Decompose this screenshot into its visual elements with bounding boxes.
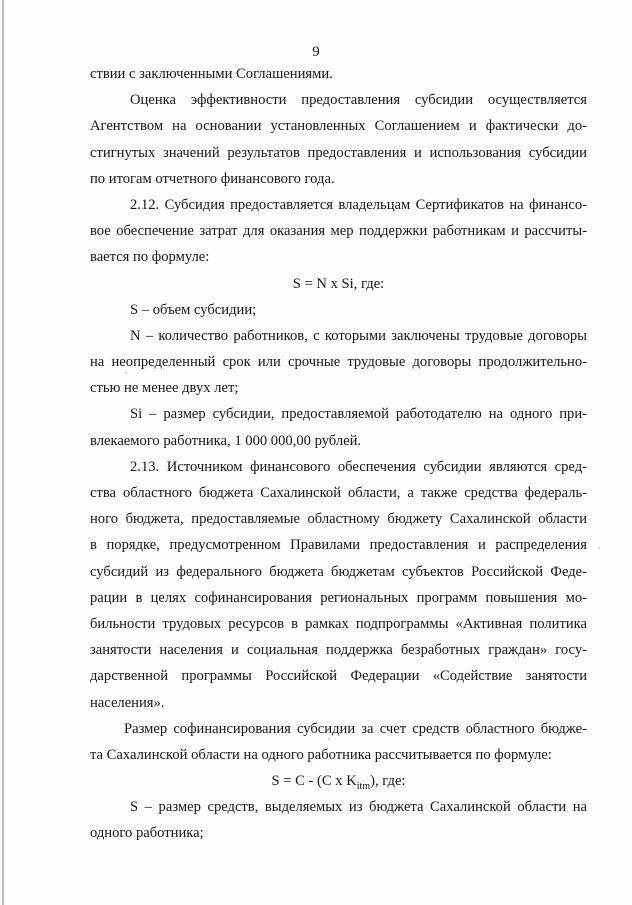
scan-speck [125,372,127,374]
text-line: ства областного бюджета Сахалинской области, а также средства федераль- [90,485,587,501]
scan-speck [328,738,330,740]
text-line: вается по формуле: [90,249,210,266]
document-body [90,61,587,847]
formula-tail: ), где: [370,773,406,790]
text-line: одного работника; [90,825,204,842]
text-line: Оценка эффективности предоставления субсидии осуществляется [130,92,587,109]
page-number: 9 [312,44,320,60]
text-line: дарственной программы Российской Федерации «Содействие занятости [90,668,587,685]
text-line: 2.12. Субсидия предоставляется владельцам Сертификатов на финансо- [130,196,587,213]
text-line: по итогам отчетного финансового года. [90,170,335,187]
text-line: влекаемого работника, 1 000 000,00 рублей. [90,432,362,449]
text-line: в порядке, предусмотренном Правилами предоставления и распределения [90,537,587,554]
text-line: та Сахалинской области на одного работника рассчитывается по формуле: [90,746,552,763]
formula-main: S = C - (C x K [271,773,357,790]
text-line: на неопределенный срок или срочные трудовые договоры продолжительно- [90,354,587,371]
formula-cofinancing [90,768,587,794]
text-line: 2.13. Источником финансового обеспечения субсидии являются сред- [130,458,587,475]
text-line: рации в целях софинансирования региональных программ повышения мо- [90,589,587,606]
text-line: Si – размер субсидии, предоставляемой работодателю на одного при- [130,406,587,423]
text-line: вое обеспечение затрат для оказания мер поддержки работникам и рассчиты- [90,223,587,240]
text-line: ствии с заключенными Соглашениями. [90,66,333,82]
text-line: Агентством на основании установленных Соглашением и фактически до- [90,118,587,135]
text-line: субсидий из федерального бюджета бюджетам субъектов Российской Феде- [90,563,587,580]
text-line: занятости населения и социальная поддержка безработных граждан» госу- [90,642,587,659]
text-line: N – количество работников, с которыми заключены трудовые договоры [130,327,587,344]
scan-speck [598,547,600,549]
text-line: S – объем субсидии; [130,301,257,318]
text-line: населения». [90,694,165,711]
text-line: бильности трудовых ресурсов в рамках подпрограммы «Активная политика [90,615,587,632]
page-edge [2,0,4,905]
text-line: стигнутых значений результатов предоставления и использования субсидии [90,144,587,161]
text-line: Размер софинансирования субсидии за счет средств областного бюдже- [124,720,587,737]
formula-subsidy: S = N x Si, где: [292,275,385,292]
formula-subscript: itm [356,780,371,792]
text-line: S – размер средств, выделяемых из бюджета Сахалинской области на [130,799,587,816]
text-line: стью не менее двух лет; [90,380,239,397]
text-line: ного бюджета, предоставляемые областному бюджету Сахалинской области [90,511,587,528]
